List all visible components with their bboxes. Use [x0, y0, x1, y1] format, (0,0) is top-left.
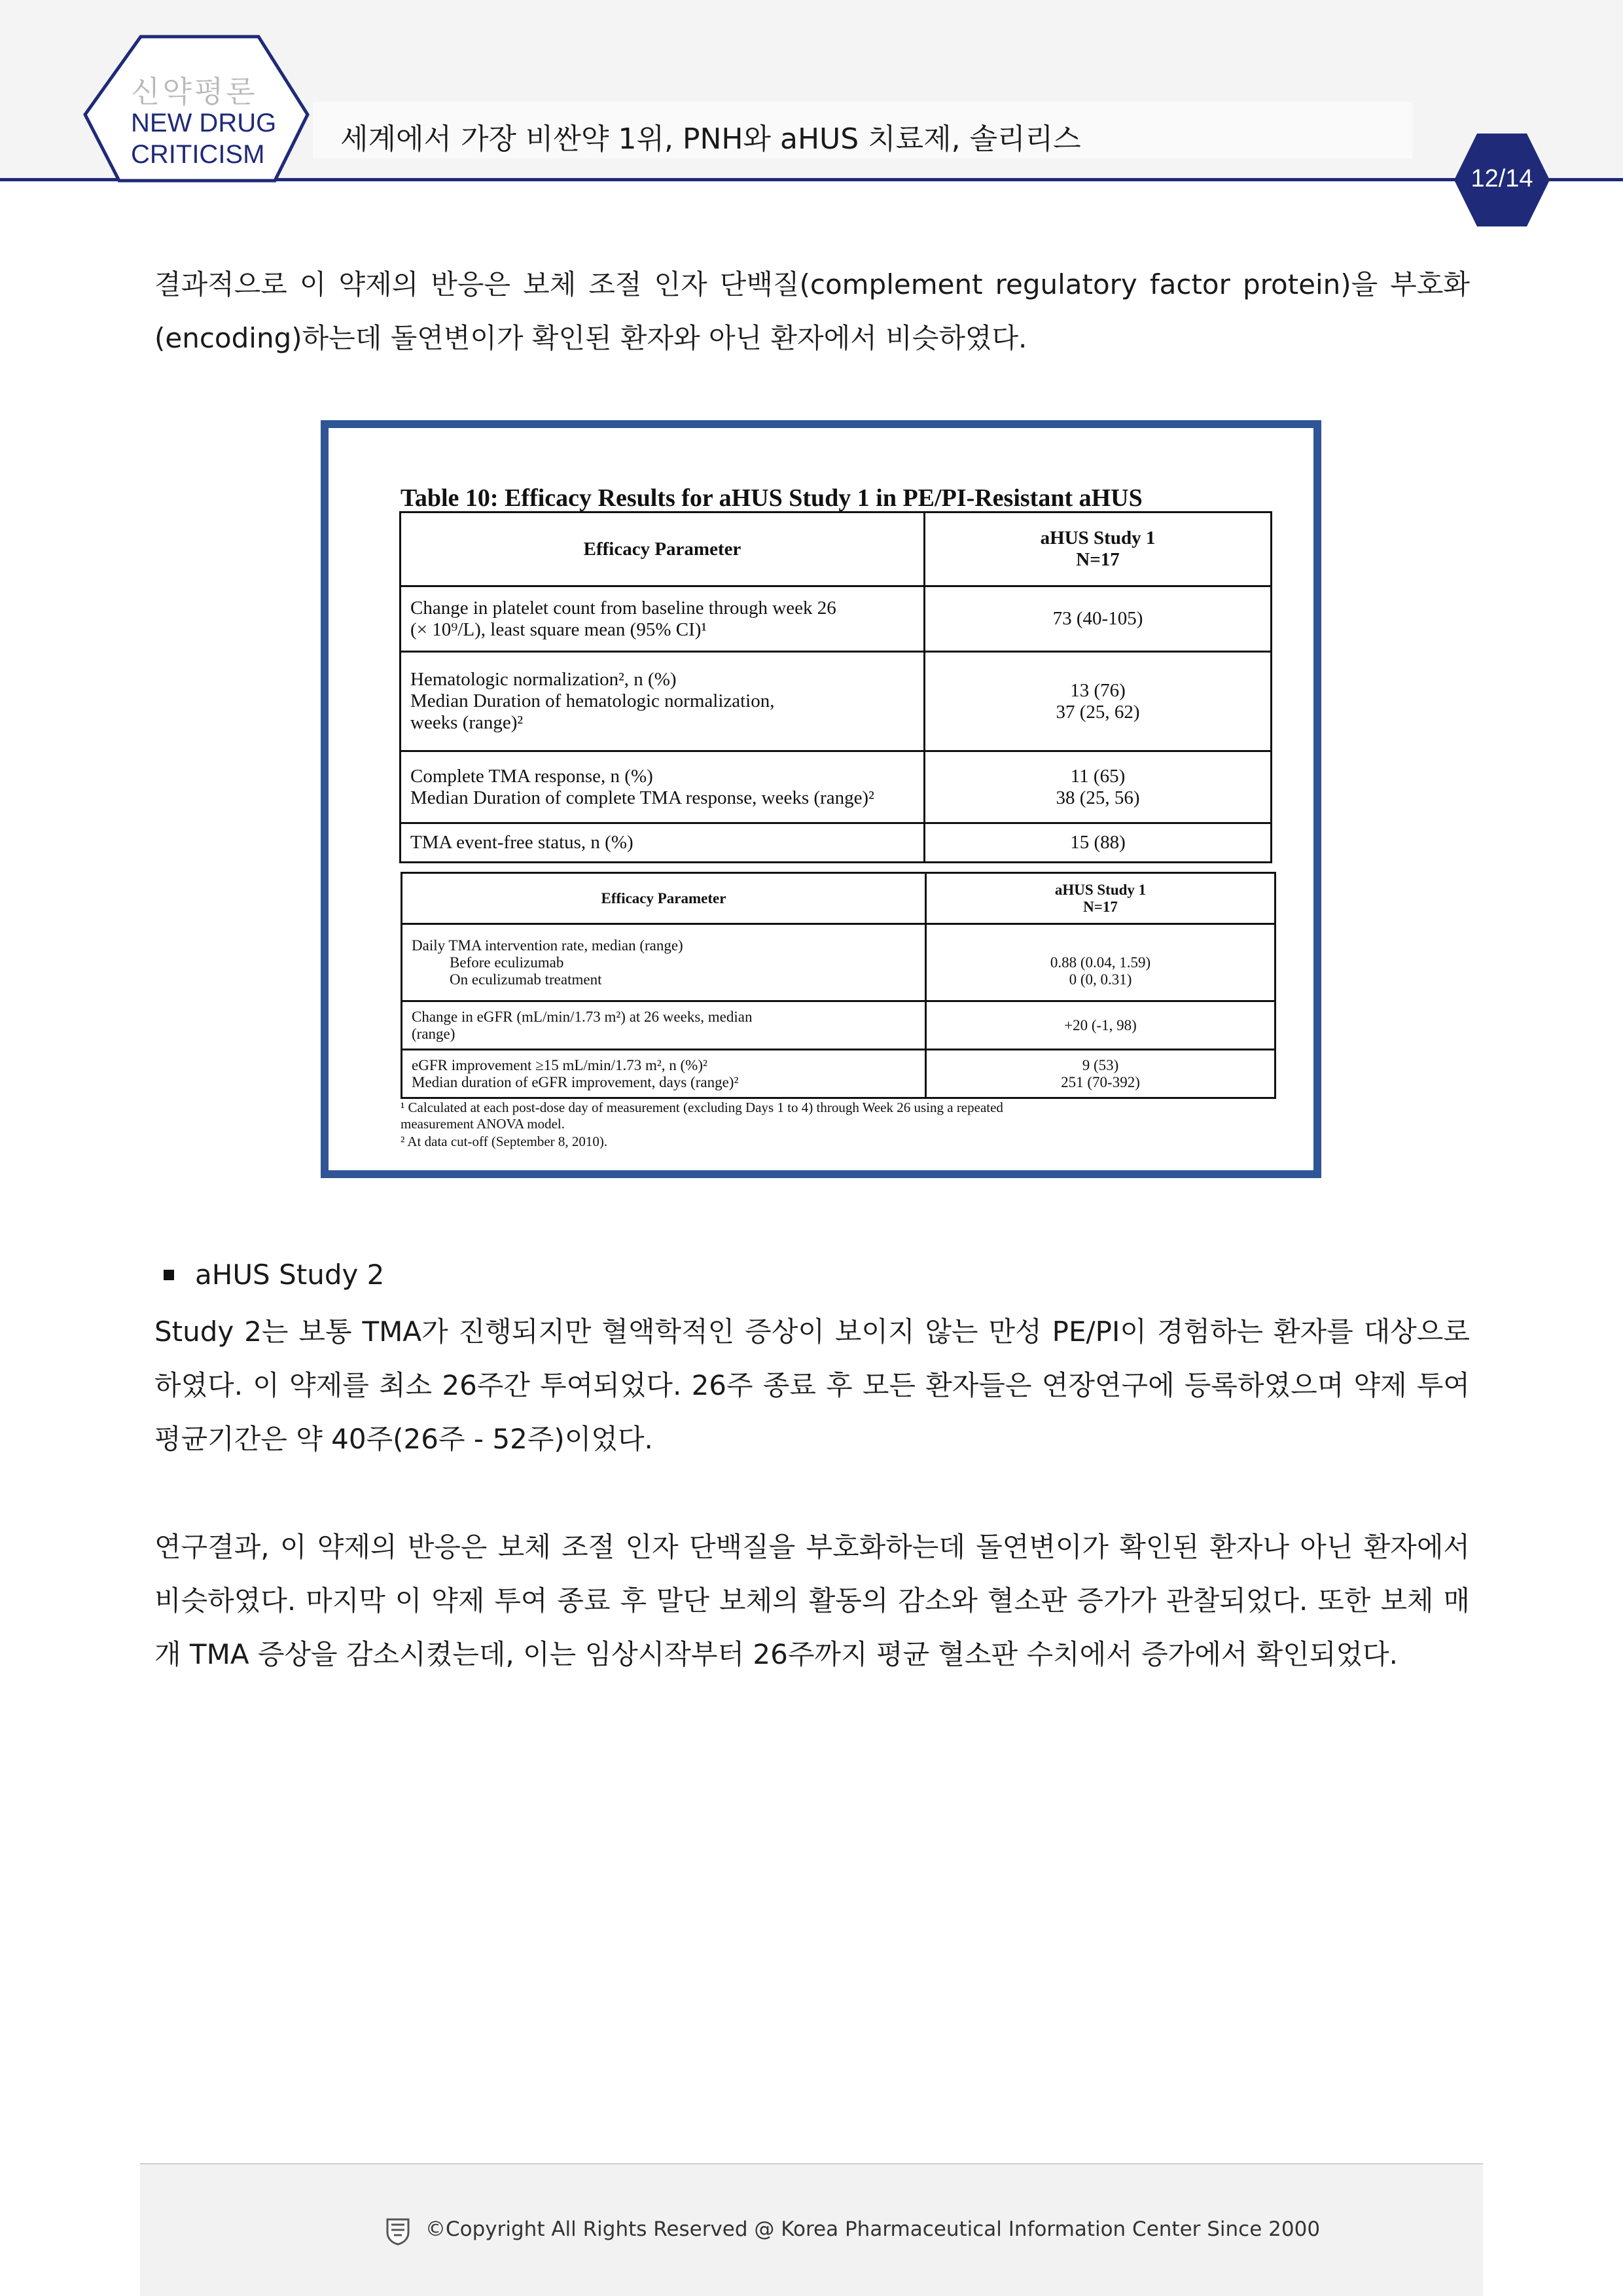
cell-text: Median Duration of complete TMA response, weeks (range)²: [410, 787, 874, 808]
table-row: [402, 924, 1275, 1001]
footnote-text: ¹ Calculated at each post-dose day of measurement (excluding Days 1 to 4) through Week 26 using a repeated: [401, 1100, 1003, 1115]
table2-header-study-label: aHUS Study 1: [1054, 881, 1147, 898]
table2-header-study: [926, 873, 1275, 924]
logo-english-line2: CRITICISM: [131, 140, 265, 169]
cell-value: 251 (70-392): [1061, 1073, 1140, 1090]
footer-copyright: ©Copyright All Rights Reserved @ Korea Pharmaceutical Information Center Since 2000: [425, 2217, 1321, 2241]
table-row: [401, 823, 1272, 863]
cell-text: (× 10⁹/L), least square mean (95% CI)¹: [410, 619, 707, 640]
table-row: [402, 1050, 1275, 1098]
cell-value: 11 (65): [1070, 765, 1126, 787]
cell-text: Change in eGFR (mL/min/1.73 m²) at 26 weeks, median: [412, 1008, 753, 1025]
square-bullet-icon: [164, 1270, 174, 1280]
logo-english-line1: NEW DRUG: [131, 109, 277, 137]
table2-header-n: N=17: [1083, 898, 1118, 915]
table-row: [401, 751, 1272, 823]
section-heading-label: aHUS Study 2: [195, 1259, 385, 1291]
cell-text: Median duration of eGFR improvement, days (range)²: [412, 1073, 739, 1090]
cell-value: 37 (25, 62): [1056, 701, 1140, 723]
cell-value: 73 (40-105): [925, 586, 1272, 652]
efficacy-table-figure: [321, 420, 1321, 1178]
cell-text: On eculizumab treatment: [450, 971, 602, 988]
intro-paragraph: 결과적으로 이 약제의 반응은 보체 조절 인자 단백질(complement regulatory factor protein)을 부호화(encoding)하는데 돌연변이가 확인된 환자와 아닌 환자에서 비슷하였다.: [154, 268, 1470, 354]
cell-text: weeks (range)²: [410, 712, 524, 733]
table-row: [401, 586, 1272, 652]
cell-text: (range): [412, 1025, 455, 1042]
cell-text: Change in platelet count from baseline through week 26: [410, 597, 836, 619]
cell-value: 0.88 (0.04, 1.59): [1050, 954, 1151, 971]
table-row: [401, 652, 1272, 751]
table-title: Table 10: Efficacy Results for aHUS Study 1 in PE/PI-Resistant aHUS: [401, 484, 1143, 512]
page-number: 12/14: [1471, 165, 1533, 192]
results-paragraph: 연구결과, 이 약제의 반응은 보체 조절 인자 단백질을 부호화하는데 돌연변이가 확인된 환자나 아닌 환자에서 비슷하였다. 마지막 이 약제 투여 종료 후 말단 보체의 활동의 감소와 혈소판 증가가 관찰되었다. 또한 보체 매개 TMA 증상을 감소시켰는데, 이는 임상시작부터 26주까지 평균 혈소판 수치에서 증가에서 확인되었다.: [154, 1531, 1470, 1670]
cell-value: 38 (25, 56): [1056, 787, 1140, 808]
table-row: [402, 1001, 1275, 1050]
table-footnote-2: ² At data cut-off (September 8, 2010).: [401, 1134, 608, 1149]
cell-value: 13 (76): [1070, 679, 1126, 701]
logo-korean-text: 신약평론: [131, 74, 258, 109]
cell-text: TMA event-free status, n (%): [401, 823, 925, 863]
cell-text: Median Duration of hematologic normalization,: [410, 691, 775, 711]
cell-value: +20 (-1, 98): [926, 1001, 1275, 1050]
study2-paragraph: Study 2는 보통 TMA가 진행되지만 혈액학적인 증상이 보이지 않는 만성 PE/PI이 경험하는 환자를 대상으로 하였다. 이 약제를 최소 26주간 투여되었다. 26주 종료 후 모든 환자들은 연장연구에 등록하였으며 약제 투여 평균기간은 약 40주(26주 - 52주)이었다.: [154, 1316, 1470, 1455]
cell-text: Before eculizumab: [450, 954, 564, 971]
efficacy-table-1: [399, 511, 1272, 863]
cell-text: Complete TMA response, n (%): [410, 765, 653, 787]
document-title: 세계에서 가장 비싼약 1위, PNH와 aHUS 치료제, 솔리리스: [340, 122, 1081, 156]
section-heading: [154, 1255, 384, 1295]
table-footnote-1: [401, 1100, 1277, 1132]
cell-value: 0 (0, 0.31): [1069, 971, 1132, 988]
table1-header-n: N=17: [1076, 549, 1120, 570]
kpic-shield-icon: [385, 2217, 411, 2246]
table1-header-study: [925, 512, 1272, 586]
cell-value: 9 (53): [1082, 1056, 1119, 1073]
footnote-text: measurement ANOVA model.: [401, 1116, 565, 1132]
cell-text: Hematologic normalization², n (%): [410, 669, 677, 690]
table1-header-study-label: aHUS Study 1: [1040, 528, 1156, 548]
table1-header-param: Efficacy Parameter: [401, 512, 925, 586]
cell-text: eGFR improvement ≥15 mL/min/1.73 m², n (%)²: [412, 1056, 707, 1073]
efficacy-table-2: [401, 872, 1276, 1099]
cell-value: 15 (88): [925, 823, 1272, 863]
cell-text: Daily TMA intervention rate, median (range): [412, 937, 683, 954]
table2-header-param: Efficacy Parameter: [402, 873, 926, 924]
